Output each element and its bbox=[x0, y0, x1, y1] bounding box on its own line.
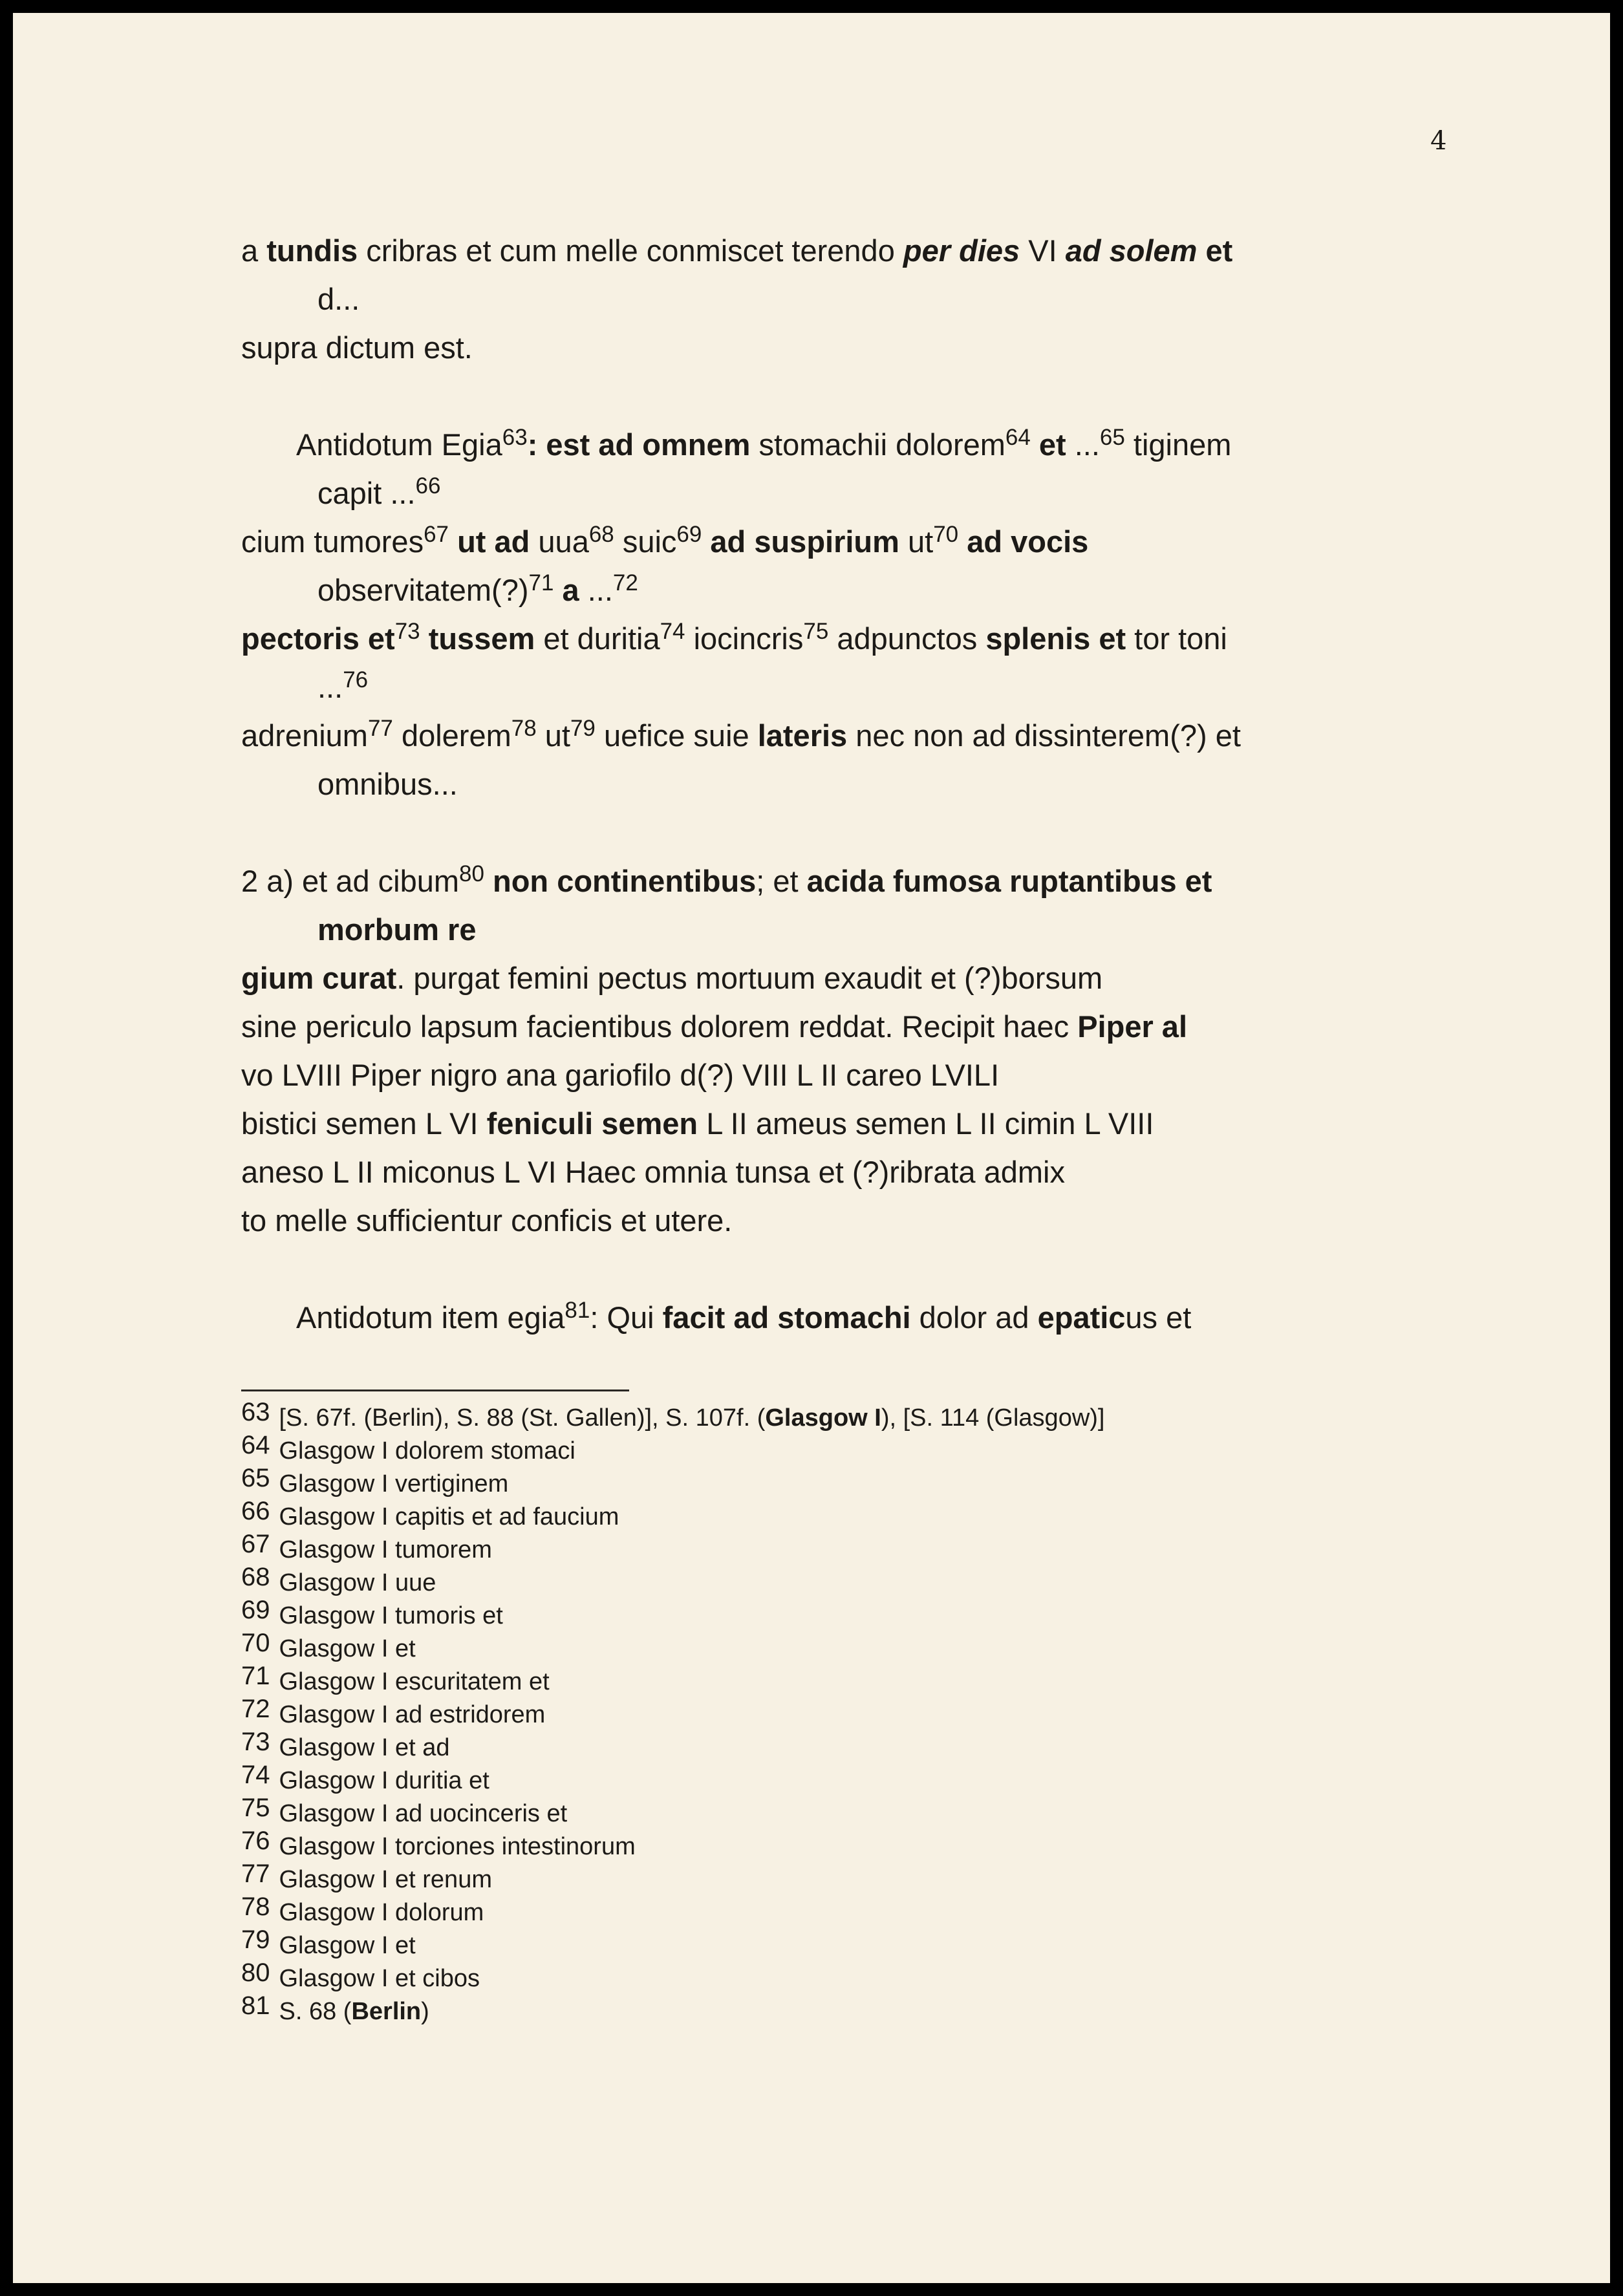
document-page bbox=[13, 13, 1610, 2283]
text-line: Antidotum Egia$^{63}$: est ad omnem stomachii dolorem$^{64}$ et ...$^{65}$ tiginem bbox=[296, 425, 1232, 462]
footnote: 78 Glasgow I dolorum bbox=[241, 1893, 484, 1926]
footnote: 67 Glasgow I tumorem bbox=[241, 1530, 492, 1563]
text-line: a tundis cribras et cum melle conmiscet terendo per dies VI ad solem et bbox=[241, 233, 1233, 268]
footnote-ref: 79 bbox=[570, 716, 596, 741]
footnote-ref: 80 bbox=[459, 861, 484, 886]
main-text bbox=[241, 226, 1457, 1342]
footnote-ref: 73 bbox=[394, 619, 420, 644]
footnote-ref: 67 bbox=[424, 522, 449, 547]
footnote: 64 Glasgow I dolorem stomaci bbox=[241, 1431, 575, 1465]
text-line: omnibus... bbox=[317, 767, 458, 801]
text-line: ...$^{76}$ bbox=[317, 667, 369, 704]
footnote-ref: 70 bbox=[933, 522, 959, 547]
footnote-ref: 66 bbox=[415, 473, 441, 499]
footnote: 76 Glasgow I torciones intestinorum bbox=[241, 1827, 636, 1860]
footnote: 70 Glasgow I et bbox=[241, 1629, 416, 1662]
text-line: d... bbox=[317, 282, 360, 316]
footnote-ref: 74 bbox=[660, 619, 685, 644]
text-line: Antidotum item egia$^{81}$: Qui facit ad stomachi dolor ad epaticus et bbox=[296, 1298, 1192, 1335]
footnote: 80 Glasgow I et cibos bbox=[241, 1958, 480, 1992]
footnote: 71 Glasgow I escuritatem et bbox=[241, 1662, 550, 1695]
footnote: 63 [S. 67f. (Berlin), S. 88 (St. Gallen)], S. 107f. (Glasgow I), [S. 114 (Glasgow)] bbox=[241, 1398, 1105, 1432]
text-line: gium curat. purgat femini pectus mortuum exaudit et (?)borsum bbox=[241, 961, 1103, 995]
footnote-ref: 65 bbox=[1099, 425, 1125, 450]
footnote: 72 Glasgow I ad estridorem bbox=[241, 1695, 546, 1728]
footnote: 81 S. 68 (Berlin) bbox=[241, 1991, 429, 2025]
text-line: supra dictum est. bbox=[241, 330, 473, 365]
page-number: 4 bbox=[1430, 126, 1447, 156]
footnote-ref: 75 bbox=[803, 619, 829, 644]
footnote: 79 Glasgow I et bbox=[241, 1926, 416, 1959]
footnote-ref: 64 bbox=[1005, 425, 1031, 450]
footnote: 75 Glasgow I ad uocinceris et bbox=[241, 1794, 568, 1827]
text-line: morbum re bbox=[317, 912, 477, 947]
footnote-ref: 77 bbox=[367, 716, 393, 741]
footnote: 66 Glasgow I capitis et ad faucium bbox=[241, 1497, 619, 1530]
footnote-ref: 71 bbox=[528, 570, 554, 595]
footnote-ref: 63 bbox=[502, 425, 528, 450]
footnote: 74 Glasgow I duritia et bbox=[241, 1761, 489, 1794]
text-line: cium tumores$^{67}$ ut ad uua$^{68}$ suic$^{69}$ ad suspirium $ut^{70}$ ad vocis bbox=[241, 522, 1089, 559]
footnote-ref: 68 bbox=[588, 522, 614, 547]
text-line: capit ...$^{66}$ bbox=[317, 473, 441, 510]
text-line: 2 a) et ad cibum$^{80}$ non continentibus; et acida fumosa ruptantibus et bbox=[241, 861, 1212, 898]
text-line: bistici semen L VI feniculi semen L II ameus semen L II cimin L VIII bbox=[241, 1106, 1154, 1141]
text-line: to melle sufficientur conficis et utere. bbox=[241, 1203, 733, 1238]
text-line: observitatem(?)$^{71}$ a ...$^{72}$ bbox=[317, 570, 638, 607]
footnote: 68 Glasgow I uue bbox=[241, 1563, 436, 1596]
text-line: vo LVIII Piper nigro ana gariofilo d(?) VIII L II careo LVILI bbox=[241, 1058, 1000, 1092]
text-line: pectoris $et^{73}$ tussem et duritia$^{74}$ iocincris$^{75}$ adpunctos splenis et tor toni bbox=[241, 619, 1227, 656]
footnote-ref: 69 bbox=[676, 522, 702, 547]
footnote: 69 Glasgow I tumoris et bbox=[241, 1596, 503, 1629]
footnotes bbox=[241, 1398, 1470, 2028]
footnote-ref: 81 bbox=[564, 1298, 590, 1323]
footnote: 77 Glasgow I et renum bbox=[241, 1860, 492, 1893]
text-line: sine periculo lapsum facientibus dolorem reddat. Recipit haec Piper al bbox=[241, 1009, 1188, 1044]
footnote: 65 Glasgow I vertiginem bbox=[241, 1464, 509, 1497]
footnote-ref: 72 bbox=[612, 570, 638, 595]
text-line: adrenium$^{77}$ dolerem$^{78}$ $ut^{79}$ uefice suie lateris nec non ad dissinterem(?) et bbox=[241, 716, 1241, 753]
text-line: aneso L II miconus L VI Haec omnia tunsa et (?)ribrata admix bbox=[241, 1155, 1065, 1189]
footnote: 73 Glasgow I et ad bbox=[241, 1728, 450, 1761]
footnote-ref: 76 bbox=[343, 667, 369, 692]
footnote-divider bbox=[241, 1389, 629, 1391]
footnote-ref: 78 bbox=[511, 716, 537, 741]
